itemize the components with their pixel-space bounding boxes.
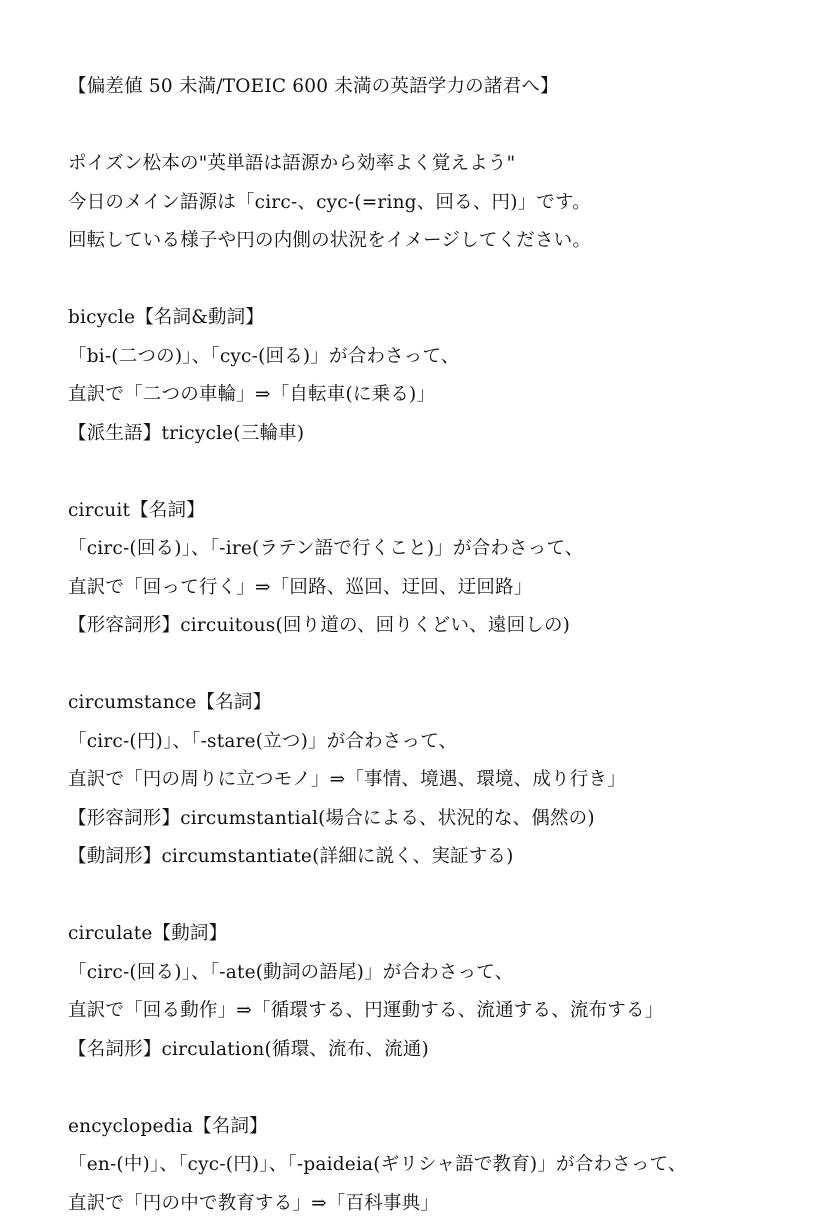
entry-derived: 【形容詞形】circumstantial(場合による、状況的な、偶然の) <box>68 800 788 839</box>
entry-derived: 【動詞形】circumstantiate(詳細に説く、実証する) <box>68 838 788 877</box>
entry-heading: circumstance【名詞】 <box>68 684 788 723</box>
entry-derived: 【名詞形】circulation(循環、流布、流通) <box>68 1031 788 1070</box>
spacer <box>68 646 788 685</box>
entry-etymology: 「bi-(二つの)」、「cyc-(回る)」が合わさって、 <box>68 338 788 377</box>
entry-circumstance <box>68 684 788 877</box>
document-title: 【偏差値 50 未満/TOEIC 600 未満の英語学力の諸君へ】 <box>68 68 788 107</box>
entry-etymology: 「circ-(回る)」、「-ate(動詞の語尾)」が合わさって、 <box>68 954 788 993</box>
intro-line-3: 回転している様子や円の内側の状況をイメージしてください。 <box>68 222 788 261</box>
entry-heading: circulate【動詞】 <box>68 915 788 954</box>
entry-circuit <box>68 492 788 646</box>
spacer <box>68 877 788 916</box>
entry-derived: 【派生語】tricycle(三輪車) <box>68 415 788 454</box>
entry-encyclopedia <box>68 1108 788 1223</box>
intro-line-2: 今日のメイン語源は「circ-、cyc-(=ring、回る、円)」です。 <box>68 184 788 223</box>
entry-derived: 【形容詞形】circuitous(回り道の、回りくどい、遠回しの) <box>68 607 788 646</box>
entry-literal: 直訳で「回る動作」⇒「循環する、円運動する、流通する、流布する」 <box>68 992 788 1031</box>
entry-heading: circuit【名詞】 <box>68 492 788 531</box>
entry-etymology: 「circ-(円)」、「-stare(立つ)」が合わさって、 <box>68 723 788 762</box>
entry-heading: bicycle【名詞&動詞】 <box>68 299 788 338</box>
spacer <box>68 107 788 146</box>
entry-etymology: 「circ-(回る)」、「-ire(ラテン語で行くこと)」が合わさって、 <box>68 530 788 569</box>
spacer <box>68 261 788 300</box>
document-page <box>68 68 788 1223</box>
entry-etymology: 「en-(中)」、「cyc-(円)」、「-paideia(ギリシャ語で教育)」が合わさって、 <box>68 1146 788 1185</box>
entry-bicycle <box>68 299 788 453</box>
entry-literal: 直訳で「二つの車輪」⇒「自転車(に乗る)」 <box>68 376 788 415</box>
entry-literal: 直訳で「円の中で教育する」⇒「百科事典」 <box>68 1185 788 1223</box>
entry-literal: 直訳で「円の周りに立つモノ」⇒「事情、境遇、環境、成り行き」 <box>68 761 788 800</box>
entry-heading: encyclopedia【名詞】 <box>68 1108 788 1147</box>
entry-circulate <box>68 915 788 1069</box>
spacer <box>68 1069 788 1108</box>
intro-line-1: ポイズン松本の"英単語は語源から効率よく覚えよう" <box>68 145 788 184</box>
spacer <box>68 453 788 492</box>
entry-literal: 直訳で「回って行く」⇒「回路、巡回、迂回、迂回路」 <box>68 569 788 608</box>
